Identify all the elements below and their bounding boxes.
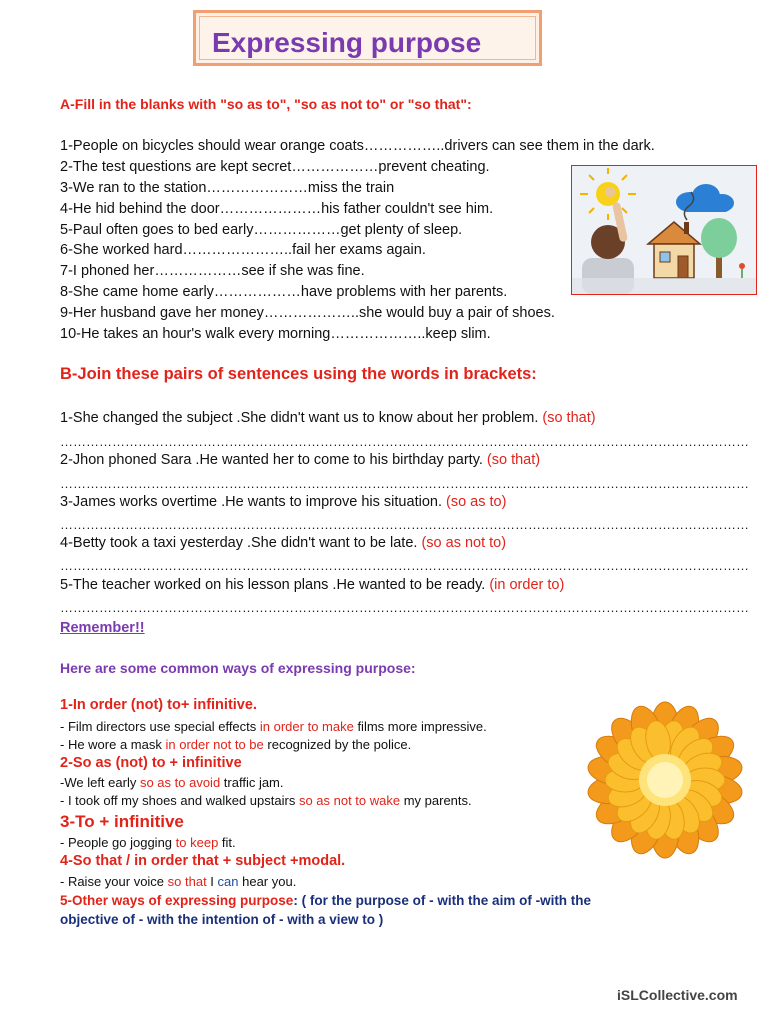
rule-3-heading: 3-To + infinitive <box>60 812 184 831</box>
exercise-b-item-5-hint: (in order to) <box>489 577 565 593</box>
example-text: traffic jam. <box>220 775 284 790</box>
rule-5-phrases-2: objective of - with the intention of - with a view to ) <box>60 912 384 927</box>
exercise-a-item-5: 5-Paul often goes to bed early………………get plenty of sleep. <box>60 222 463 238</box>
example-key-phrase: to keep <box>175 835 219 850</box>
section-b-heading: B-Join these pairs of sentences using the words in brackets: <box>60 365 537 383</box>
example-modal-word: can <box>217 874 239 889</box>
exercise-a-item-6: 6-She worked hard…………………..fail her exams again. <box>60 242 426 258</box>
answer-line-5[interactable]: …………………………………………………………………………………………………………………………………………… <box>60 600 749 615</box>
exercise-b-item-1-text: 1-She changed the subject .She didn't want us to know about her problem. <box>60 410 543 426</box>
answer-line-2[interactable]: …………………………………………………………………………………………………………………………………………… <box>60 476 749 491</box>
exercise-b-item-3-hint: (so as to) <box>446 494 507 510</box>
exercise-b-item-4 <box>60 535 506 551</box>
exercise-b-item-5-text: 5-The teacher worked on his lesson plans .He wanted to be ready. <box>60 577 490 593</box>
example-text: films more impressive. <box>353 719 487 734</box>
example-text: recognized by the police. <box>263 737 412 752</box>
rule-5-heading: 5-Other ways of expressing purpose <box>60 893 294 908</box>
example-text: - I took off my shoes and walked upstairs <box>60 793 299 808</box>
section-a-heading: A-Fill in the blanks with "so as to", "so as not to" or "so that": <box>60 96 472 112</box>
footer-watermark: iSLCollective.com <box>617 987 738 1003</box>
example-text: - He wore a mask <box>60 737 166 752</box>
example-key-phrase: in order not to be <box>165 737 264 752</box>
example-text: -We left early <box>60 775 140 790</box>
rule-1-example-2 <box>60 737 411 752</box>
exercise-b-item-1-hint: (so that) <box>542 410 596 426</box>
exercise-b-item-2 <box>60 452 540 468</box>
example-text: fit. <box>218 835 236 850</box>
child-drawing-picture <box>571 165 757 295</box>
page-title: Expressing purpose <box>212 27 482 58</box>
exercise-a-item-8: 8-She came home early………………have problems with her parents. <box>60 284 508 300</box>
exercise-b-item-4-hint: (so as not to) <box>421 535 507 551</box>
example-text: - People go jogging <box>60 835 176 850</box>
exercise-a-item-7: 7-I phoned her………………see if she was fine. <box>60 263 365 279</box>
exercise-a-item-1: 1-People on bicycles should wear orange coats……………..drivers can see them in the dark. <box>60 138 655 154</box>
rule-3-example-1 <box>60 835 236 850</box>
rule-2-example-1 <box>60 775 284 790</box>
rule-2-heading: 2-So as (not) to + infinitive <box>60 755 242 771</box>
exercise-b-item-3-text: 3-James works overtime .He wants to improve his situation. <box>60 494 446 510</box>
example-text: I <box>206 874 218 889</box>
exercise-a-item-4: 4-He hid behind the door…………………his father couldn't see him. <box>60 201 494 217</box>
exercise-b-item-3 <box>60 494 506 510</box>
exercise-b-item-5 <box>60 577 564 593</box>
common-ways-intro: Here are some common ways of expressing purpose: <box>60 660 416 676</box>
rule-4-heading: 4-So that / in order that + subject +modal. <box>60 853 346 869</box>
rule-2-example-2 <box>60 793 472 808</box>
rule-1-heading: 1-In order (not) to+ infinitive. <box>60 697 257 713</box>
answer-line-1[interactable]: …………………………………………………………………………………………………………………………………………… <box>60 434 749 449</box>
example-text: - Film directors use special effects <box>60 719 260 734</box>
answer-line-4[interactable]: …………………………………………………………………………………………………………………………………………… <box>60 558 749 573</box>
exercise-b-item-4-text: 4-Betty took a taxi yesterday .She didn't want to be late. <box>60 535 422 551</box>
exercise-a-item-3: 3-We ran to the station…………………miss the train <box>60 180 395 196</box>
example-text: - Raise your voice <box>60 874 168 889</box>
rule-5-line-1 <box>60 893 591 908</box>
example-key-phrase: so as not to wake <box>298 793 401 808</box>
rule-5-colon: : <box>293 893 302 908</box>
exercise-a-item-10: 10-He takes an hour's walk every morning………………..keep slim. <box>60 326 491 342</box>
exercise-b-item-2-hint: (so that) <box>486 452 541 468</box>
exercise-a-item-2: 2-The test questions are kept secret………………prevent cheating. <box>60 159 490 175</box>
exercise-a-item-9: 9-Her husband gave her money………………..she would buy a pair of shoes. <box>60 305 555 321</box>
exercise-b-item-2-text: 2-Jhon phoned Sara .He wanted her to come to his birthday party. <box>60 452 487 468</box>
example-text: hear you. <box>238 874 297 889</box>
example-key-phrase: so that <box>167 874 207 889</box>
sunflower-center-highlight <box>647 762 683 798</box>
rule-4-example-1 <box>60 874 296 889</box>
example-text: my parents. <box>400 793 472 808</box>
example-key-phrase: so as to avoid <box>139 775 221 790</box>
rule-1-example-1 <box>60 719 487 734</box>
title-box <box>193 10 542 66</box>
child-drawing-illustration <box>572 166 756 294</box>
remember-heading: Remember!! <box>60 620 145 636</box>
sunflower-picture <box>585 700 745 860</box>
sunflower-illustration <box>585 700 745 860</box>
title-inner-frame <box>199 16 536 60</box>
rule-5-phrases-1: ( for the purpose of - with the aim of -with the <box>301 893 592 908</box>
answer-line-3[interactable]: …………………………………………………………………………………………………………………………………………… <box>60 517 749 532</box>
example-key-phrase: in order to make <box>259 719 354 734</box>
exercise-b-item-1 <box>60 410 596 426</box>
